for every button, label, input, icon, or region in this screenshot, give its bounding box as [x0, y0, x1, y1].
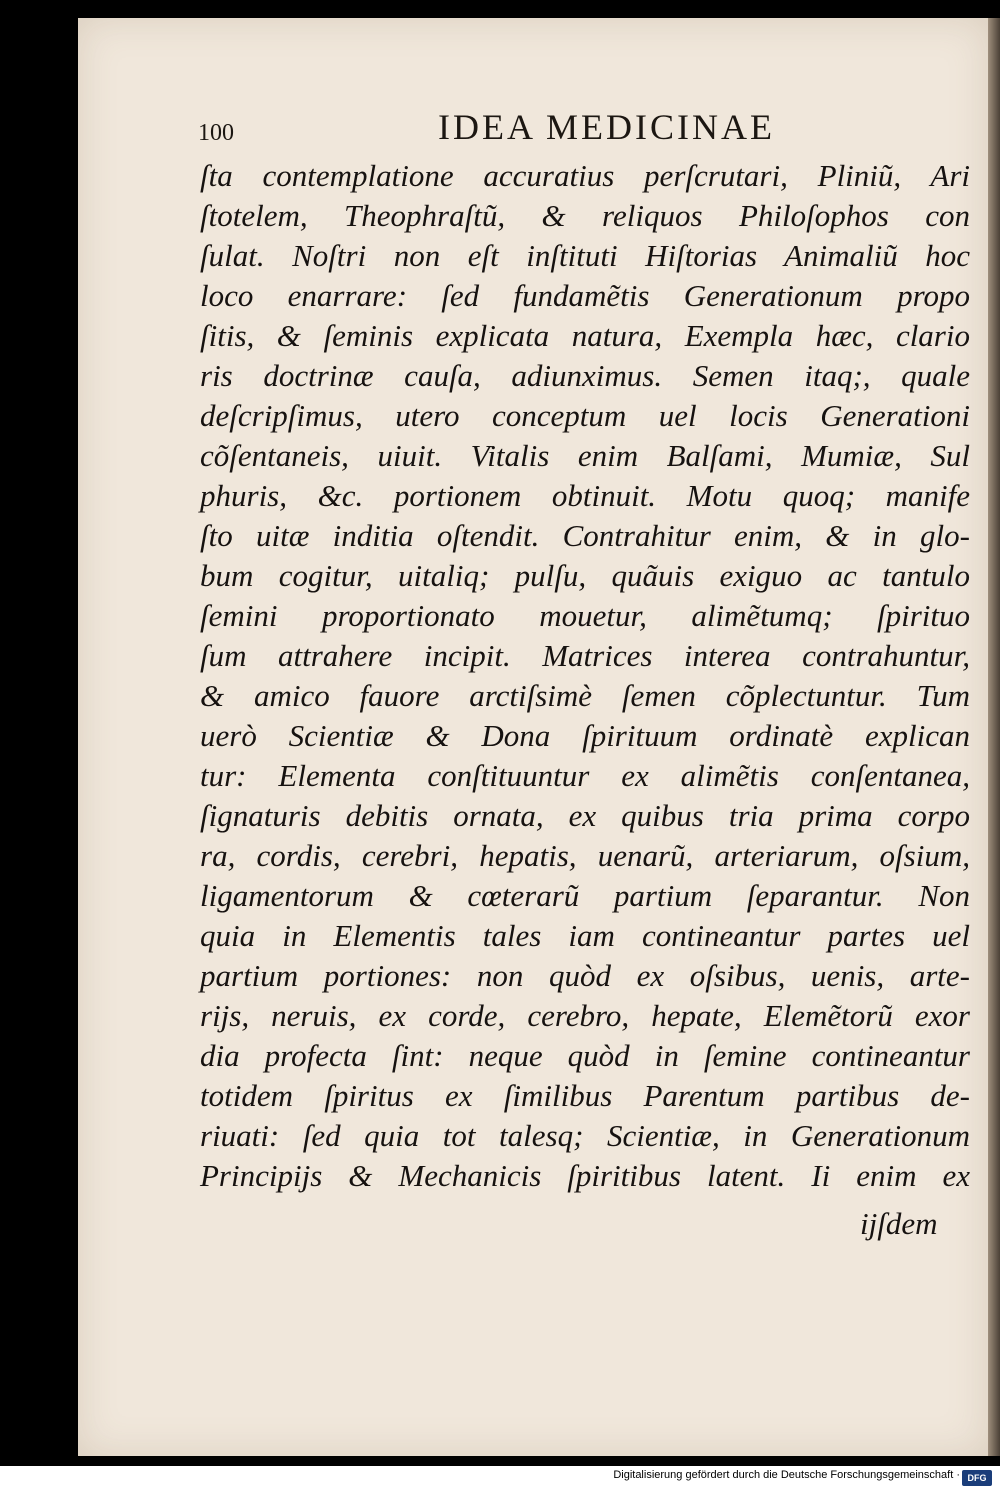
text-line: uerò Scientiæ & Dona ſpirituum ordinatè explican	[200, 718, 970, 753]
text-line: & amico fauore arctiſsimè ſemen cõplectuntur. Tum	[200, 678, 970, 713]
text-line: ſitis, & ſeminis explicata natura, Exempla hæc, clario	[200, 318, 970, 353]
text-line: deſcripſimus, utero conceptum uel locis Generationi	[200, 398, 970, 433]
body-text	[200, 156, 970, 1196]
text-line: totidem ſpiritus ex ſimilibus Parentum partibus de-	[200, 1078, 970, 1113]
text-line: partium portiones: non quòd ex oſsibus, uenis, arte-	[200, 958, 970, 993]
text-line: ris doctrinæ cauſa, adiunximus. Semen itaq;, quale	[200, 358, 970, 393]
text-line: ſulat. Noſtri non eſt inſtituti Hiſtorias Animaliũ hoc	[200, 238, 970, 273]
text-line: ſum attrahere incipit. Matrices interea contrahuntur,	[200, 638, 970, 673]
text-line: ſta contemplatione accuratius perſcrutari, Pliniũ, Ari	[200, 158, 970, 193]
text-line: loco enarrare: ſed fundamẽtis Generationum propo	[200, 278, 970, 313]
text-line: phuris, &c. portionem obtinuit. Motu quoq; manife	[200, 478, 970, 513]
dfg-logo: DFG	[962, 1470, 992, 1486]
text-line: Principijs & Mechanicis ſpiritibus latent. Ii enim ex	[200, 1158, 970, 1193]
digitization-footer	[0, 1466, 1000, 1490]
text-line: tur: Elementa conſtituuntur ex alimẽtis conſentanea,	[200, 758, 970, 793]
text-line: quia in Elementis tales iam contineantur partes uel	[200, 918, 970, 953]
catchword: ijſdem	[860, 1206, 938, 1241]
text-line: ſtotelem, Theophraſtũ, & reliquos Philoſophos con	[200, 198, 970, 233]
text-line: cõſentaneis, uiuit. Vitalis enim Balſami, Mumiæ, Sul	[200, 438, 970, 473]
page-gutter	[988, 18, 1000, 1456]
text-line: dia profecta ſint: neque quòd in ſemine contineantur	[200, 1038, 970, 1073]
text-line: ligamentorum & cœterarũ partium ſeparantur. Non	[200, 878, 970, 913]
funding-credit: Digitalisierung gefördert durch die Deutsche Forschungsgemeinschaft ·	[613, 1469, 960, 1481]
text-line: ra, cordis, cerebri, hepatis, uenarũ, arteriarum, oſsium,	[200, 838, 970, 873]
text-line: ſignaturis debitis ornata, ex quibus tria prima corpo	[200, 798, 970, 833]
text-line: rijs, neruis, ex corde, cerebro, hepate, Elemẽtorũ exor	[200, 998, 970, 1033]
text-line: ſemini proportionato mouetur, alimẽtumq; ſpirituo	[200, 598, 970, 633]
text-line: bum cogitur, uitaliq; pulſu, quãuis exiguo ac tantulo	[200, 558, 970, 593]
page-number: 100	[198, 120, 234, 146]
page-header	[198, 106, 798, 152]
running-title: IDEA MEDICINAE	[438, 107, 775, 147]
text-line: ſto uitæ inditia oſtendit. Contrahitur enim, & in glo-	[200, 518, 970, 553]
text-line: riuati: ſed quia tot talesq; Scientiæ, in Generationum	[200, 1118, 970, 1153]
